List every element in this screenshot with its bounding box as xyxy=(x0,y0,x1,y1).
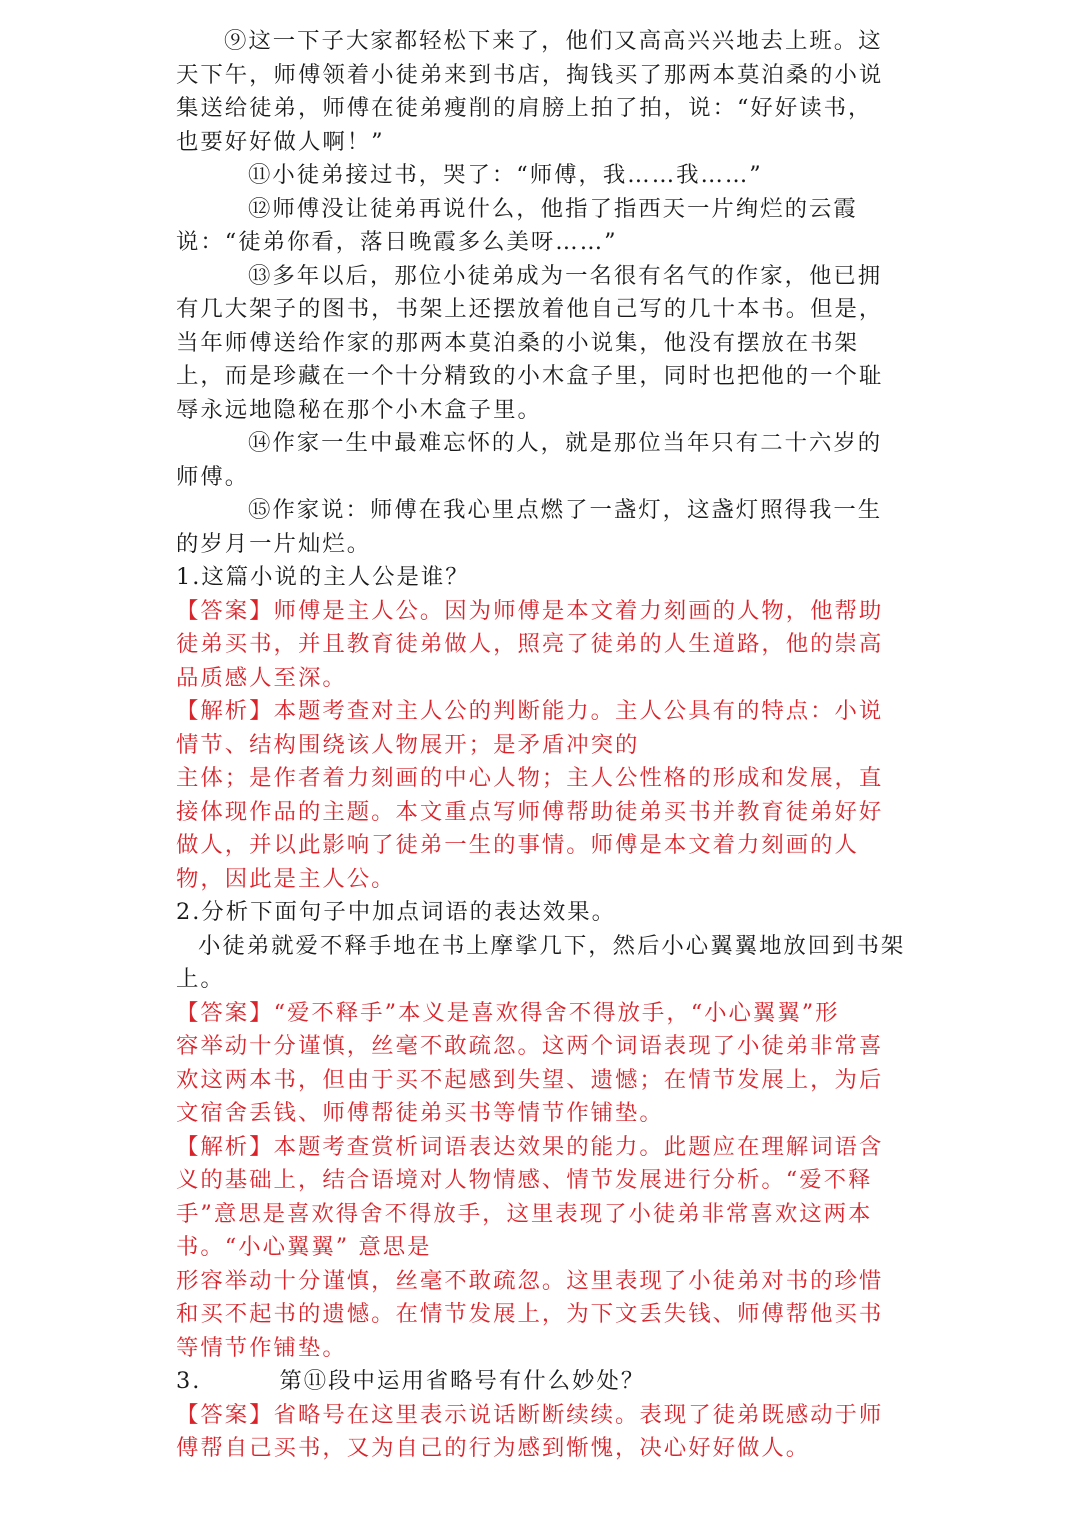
text-line: 师傅。 xyxy=(176,463,250,490)
analysis-line: 义的基础上，结合语境对人物情感、情节发展进行分析。“爱不释 xyxy=(176,1167,873,1193)
answer-line: 文宿舍丢钱、师傅帮徒弟买书等情节作铺垫。 xyxy=(176,1100,664,1126)
text-line: ⑮作家说：师傅在我心里点燃了一盏灯，这盏灯照得我一生 xyxy=(248,497,883,523)
text-line: ⑪小徒弟接过书，哭了：“师傅，我……我……” xyxy=(248,162,763,188)
paragraph-15 xyxy=(176,494,896,561)
paragraph-14 xyxy=(176,427,896,494)
text-line: 辱永远地隐秘在那个小木盒子里。 xyxy=(176,396,542,423)
analysis-tag: 【解析】 xyxy=(176,698,274,724)
question-1 xyxy=(176,561,896,896)
analysis-text: 本题考查赏析词语表达效果的能力。此题应在理解词语含 xyxy=(273,1133,884,1160)
question-body: 第⑪段中运用省略号有什么妙处？ xyxy=(279,1368,646,1394)
analysis-text: 本题考查对主人公的判断能力。主人公具有的特点：小说 xyxy=(273,698,884,724)
analysis-line xyxy=(176,695,896,729)
text-line: 天下午，师傅领着小徒弟来到书店，掏钱买了那两本莫泊桑的小说 xyxy=(176,61,884,88)
answer-tag: 【答案】 xyxy=(176,1401,274,1428)
text-line: ⑨这一下子大家都轻松下来了，他们又高高兴兴地去上班。这 xyxy=(224,28,883,54)
question-text: 1.这篇小说的主人公是谁？ xyxy=(176,564,470,590)
answer-text: 省略号在这里表示说话断断续续。表现了徒弟既感动于师 xyxy=(273,1401,884,1428)
analysis-tag: 【解析】 xyxy=(176,1133,274,1160)
answer-tag: 【答案】 xyxy=(176,999,274,1026)
answer-line: 欢这两本书，但由于买不起感到失望、遗憾；在情节发展上，为后 xyxy=(176,1066,884,1093)
analysis-line: 书。“小心翼翼” 意思是 xyxy=(176,1234,432,1260)
answer-line: 容举动十分谨慎，丝毫不敢疏忽。这两个词语表现了小徒弟非常喜 xyxy=(176,1033,884,1059)
answer-line xyxy=(176,997,896,1031)
quoted-sentence: 小徒弟就爱不释手地在书上摩挲几下，然后小心翼翼地放回到书架 xyxy=(198,932,906,959)
question-text xyxy=(176,1365,896,1399)
text-line: 上，而是珍藏在一个十分精致的小木盒子里，同时也把他的一个耻 xyxy=(176,363,884,389)
analysis-line: 和买不起书的遗憾。在情节发展上，为下文丢失钱、师傅帮他买书 xyxy=(176,1301,884,1327)
answer-line xyxy=(176,1399,896,1433)
answer-text: 师傅是主人公。因为师傅是本文着力刻画的人物，他帮助 xyxy=(273,597,884,624)
paragraph-12 xyxy=(176,193,896,260)
analysis-line: 接体现作品的主题。本文重点写师傅帮助徒弟买书并教育徒弟好好 xyxy=(176,798,884,825)
answer-line: 徒弟买书，并且教育徒弟做人，照亮了徒弟的人生道路，他的崇高 xyxy=(176,631,884,657)
question-number: 3. xyxy=(176,1368,202,1394)
question-3 xyxy=(176,1365,896,1466)
paragraph-11 xyxy=(176,159,896,193)
analysis-line: 物，因此是主人公。 xyxy=(176,865,396,892)
question-2 xyxy=(176,896,906,1365)
answer-line: 傅帮自己买书，又为自己的行为感到惭愧，决心好好做人。 xyxy=(176,1435,811,1461)
analysis-line: 做人，并以此影响了徒弟一生的事情。师傅是本文着力刻画的人 xyxy=(176,832,859,858)
text-line: 有几大架子的图书，书架上还摆放着他自己写的几十本书。但是， xyxy=(176,296,884,322)
text-line: ⑫师傅没让徒弟再说什么，他指了指西天一片绚烂的云霞 xyxy=(248,195,858,222)
analysis-line: 等情节作铺垫。 xyxy=(176,1334,347,1361)
document-page xyxy=(176,25,906,1466)
text-line: 说：“徒弟你看，落日晚霞多么美呀……” xyxy=(176,229,618,255)
analysis-line xyxy=(176,1131,896,1165)
answer-text: “爱不释手”本义是喜欢得舍不得放手，“小心翼翼”形 xyxy=(273,999,840,1026)
text-line: 也要好好做人啊！” xyxy=(176,128,385,155)
answer-tag: 【答案】 xyxy=(176,597,274,624)
answer-line xyxy=(176,595,896,629)
analysis-line: 主体；是作者着力刻画的中心人物；主人公性格的形成和发展，直 xyxy=(176,765,884,791)
question-text: 2.分析下面句子中加点词语的表达效果。 xyxy=(176,899,617,925)
paragraph-9 xyxy=(176,25,896,159)
analysis-line: 形容举动十分谨慎，丝毫不敢疏忽。这里表现了小徒弟对书的珍惜 xyxy=(176,1267,884,1294)
text-line: ⑬多年以后，那位小徒弟成为一名很有名气的作家，他已拥 xyxy=(248,262,883,289)
paragraph-13 xyxy=(176,260,896,428)
text-line: 当年师傅送给作家的那两本莫泊桑的小说集，他没有摆放在书架 xyxy=(176,329,859,356)
text-line: ⑭作家一生中最难忘怀的人，就是那位当年只有二十六岁的 xyxy=(248,430,883,456)
text-line: 集送给徒弟，师傅在徒弟瘦削的肩膀上拍了拍，说：“好好读书， xyxy=(176,95,873,121)
answer-line: 品质感人至深。 xyxy=(176,664,347,691)
analysis-line: 手”意思是喜欢得舍不得放手，这里表现了小徒弟非常喜欢这两本 xyxy=(176,1200,873,1227)
quoted-sentence: 上。 xyxy=(176,966,225,992)
analysis-line: 情节、结构围绕该人物展开；是矛盾冲突的 xyxy=(176,731,640,758)
text-line: 的岁月一片灿烂。 xyxy=(176,530,372,557)
